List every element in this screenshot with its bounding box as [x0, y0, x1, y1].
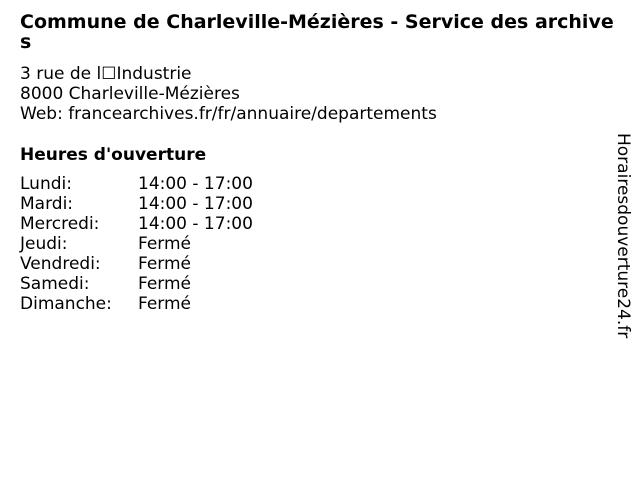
- hours-value: Fermé: [138, 234, 192, 254]
- address-street: 3 rue de l☐Industrie: [20, 64, 192, 84]
- day-label: Jeudi:: [20, 234, 68, 254]
- address-block: [20, 64, 437, 124]
- hours-value: Fermé: [138, 294, 192, 314]
- day-label: Lundi:: [20, 174, 72, 194]
- day-label: Vendredi:: [20, 254, 101, 274]
- hours-row-lundi: [20, 174, 253, 194]
- day-label: Mercredi:: [20, 214, 100, 234]
- address-city: 8000 Charleville-Mézières: [20, 84, 240, 104]
- hours-value: 14:00 - 17:00: [138, 174, 253, 194]
- hours-value: Fermé: [138, 274, 192, 294]
- hours-row-vendredi: [20, 254, 253, 274]
- hours-heading: Heures d'ouverture: [20, 145, 207, 165]
- hours-row-mercredi: [20, 214, 253, 234]
- day-label: Dimanche:: [20, 294, 112, 314]
- hours-row-samedi: [20, 274, 253, 294]
- hours-value: 14:00 - 17:00: [138, 214, 253, 234]
- day-label: Samedi:: [20, 274, 90, 294]
- hours-row-jeudi: [20, 234, 253, 254]
- hours-row-dimanche: [20, 294, 253, 314]
- day-label: Mardi:: [20, 194, 74, 214]
- hours-row-mardi: [20, 194, 253, 214]
- page-title: Commune de Charleville-Mézières - Service des archives: [20, 11, 614, 53]
- address-web: Web: francearchives.fr/fr/annuaire/departements: [20, 104, 437, 124]
- hours-value: Fermé: [138, 254, 192, 274]
- hours-table: [20, 174, 253, 314]
- site-watermark: Horairesdouverture24.fr: [613, 133, 633, 339]
- hours-value: 14:00 - 17:00: [138, 194, 253, 214]
